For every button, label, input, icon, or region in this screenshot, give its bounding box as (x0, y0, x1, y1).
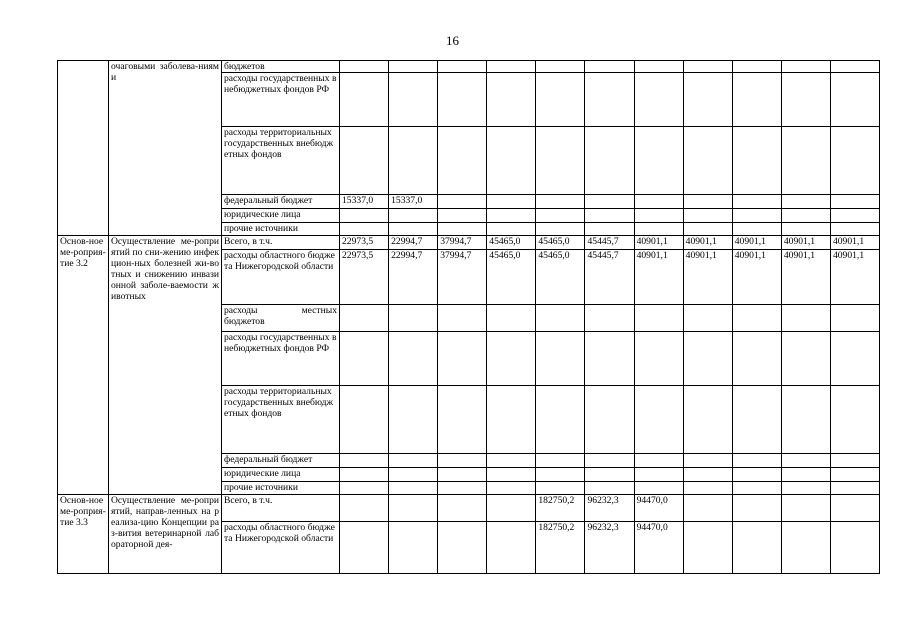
funding-source: расходы государственных внебюджетных фондов РФ (222, 332, 340, 386)
value-cell (487, 522, 536, 574)
value-cell (438, 482, 487, 495)
value-cell: 40901,1 (830, 250, 879, 305)
page-number: 16 (446, 33, 459, 48)
value-cell (536, 223, 585, 236)
funding-source: расходы областного бюджета Нижегородской области (222, 250, 340, 305)
value-cell (536, 454, 585, 468)
value-cell (683, 195, 732, 209)
value-cell (732, 73, 781, 127)
value-cell (732, 454, 781, 468)
value-cell (634, 61, 683, 73)
value-cell (732, 522, 781, 574)
value-cell (732, 209, 781, 223)
value-cell (683, 127, 732, 195)
value-cell (683, 468, 732, 482)
value-cell (585, 305, 634, 332)
value-cell (683, 305, 732, 332)
value-cell: 22973,5 (340, 250, 389, 305)
value-cell (340, 223, 389, 236)
value-cell (634, 195, 683, 209)
value-cell (340, 522, 389, 574)
value-cell: 37994,7 (438, 250, 487, 305)
value-cell (487, 209, 536, 223)
value-cell (634, 73, 683, 127)
value-cell: 40901,1 (683, 250, 732, 305)
value-cell (585, 454, 634, 468)
value-cell (634, 332, 683, 386)
value-cell: 45465,0 (487, 236, 536, 250)
value-cell (781, 332, 830, 386)
funding-source: юридические лица (222, 468, 340, 482)
value-cell (389, 223, 438, 236)
value-cell (732, 495, 781, 522)
value-cell: 45445,7 (585, 236, 634, 250)
value-cell (683, 386, 732, 454)
value-cell (830, 332, 879, 386)
value-cell (389, 495, 438, 522)
value-cell (830, 386, 879, 454)
value-cell (585, 482, 634, 495)
value-cell (683, 61, 732, 73)
budget-table (57, 60, 880, 574)
value-cell (781, 454, 830, 468)
value-cell (389, 73, 438, 127)
value-cell (830, 209, 879, 223)
activity-description: Осуществление ме-роприятий, направ-ленных на реализа-цию Концепции раз-вития ветеринарной лабораторной дея- (109, 495, 222, 574)
value-cell (340, 305, 389, 332)
value-cell (438, 61, 487, 73)
value-cell (487, 482, 536, 495)
value-cell (340, 386, 389, 454)
value-cell: 45465,0 (487, 250, 536, 305)
funding-source-word: расходы (224, 305, 258, 316)
value-cell (585, 73, 634, 127)
value-cell (389, 305, 438, 332)
value-cell (536, 468, 585, 482)
value-cell: 40901,1 (732, 250, 781, 305)
value-cell (340, 468, 389, 482)
value-cell (389, 468, 438, 482)
value-cell (536, 73, 585, 127)
value-cell (781, 61, 830, 73)
value-cell: 40901,1 (781, 236, 830, 250)
value-cell (781, 73, 830, 127)
value-cell (536, 61, 585, 73)
value-cell (438, 73, 487, 127)
value-cell: 22973,5 (340, 236, 389, 250)
value-cell: 22994,7 (389, 236, 438, 250)
value-cell (830, 522, 879, 574)
value-cell (487, 495, 536, 522)
value-cell: 15337,0 (389, 195, 438, 209)
value-cell (781, 495, 830, 522)
value-cell (389, 332, 438, 386)
value-cell (732, 468, 781, 482)
value-cell (830, 454, 879, 468)
value-cell (585, 386, 634, 454)
value-cell (634, 454, 683, 468)
value-cell (683, 209, 732, 223)
value-cell (781, 209, 830, 223)
value-cell (340, 495, 389, 522)
value-cell (781, 482, 830, 495)
funding-source: расходы государственных внебюджетных фондов РФ (222, 73, 340, 127)
value-cell (438, 454, 487, 468)
value-cell: 96232,3 (585, 522, 634, 574)
value-cell (487, 386, 536, 454)
value-cell (781, 195, 830, 209)
value-cell (536, 386, 585, 454)
value-cell: 40901,1 (732, 236, 781, 250)
value-cell (585, 209, 634, 223)
funding-source-word: местных (301, 305, 337, 316)
value-cell (585, 127, 634, 195)
value-cell: 40901,1 (781, 250, 830, 305)
funding-source: прочие источники (222, 223, 340, 236)
value-cell (634, 209, 683, 223)
value-cell (389, 386, 438, 454)
value-cell (340, 454, 389, 468)
activity-code: Основ-ное ме-роприя-тие 3.3 (58, 495, 109, 574)
value-cell (389, 61, 438, 73)
table-row (58, 61, 880, 73)
value-cell (830, 127, 879, 195)
value-cell (536, 305, 585, 332)
value-cell (487, 195, 536, 209)
value-cell (487, 223, 536, 236)
value-cell: 45465,0 (536, 250, 585, 305)
value-cell (683, 482, 732, 495)
value-cell (830, 223, 879, 236)
value-cell (683, 332, 732, 386)
value-cell: 37994,7 (438, 236, 487, 250)
value-cell: 182750,2 (536, 522, 585, 574)
funding-source: Всего, в т.ч. (222, 495, 340, 522)
activity-code: Основ-ное ме-роприя-тие 3.2 (58, 236, 109, 495)
value-cell (732, 223, 781, 236)
value-cell: 40901,1 (683, 236, 732, 250)
value-cell (487, 305, 536, 332)
value-cell (683, 454, 732, 468)
value-cell (683, 522, 732, 574)
value-cell: 40901,1 (830, 236, 879, 250)
value-cell: 45465,0 (536, 236, 585, 250)
value-cell (438, 209, 487, 223)
value-cell (634, 386, 683, 454)
table-row (58, 495, 880, 522)
value-cell (536, 127, 585, 195)
value-cell (683, 495, 732, 522)
value-cell (830, 468, 879, 482)
value-cell (487, 127, 536, 195)
value-cell (732, 305, 781, 332)
funding-source: юридические лица (222, 209, 340, 223)
value-cell (683, 73, 732, 127)
value-cell (438, 305, 487, 332)
funding-source: федеральный бюджет (222, 454, 340, 468)
value-cell (585, 468, 634, 482)
value-cell (536, 195, 585, 209)
value-cell (732, 195, 781, 209)
value-cell (732, 127, 781, 195)
value-cell (340, 127, 389, 195)
value-cell (781, 223, 830, 236)
value-cell: 40901,1 (634, 236, 683, 250)
funding-source: федеральный бюджет (222, 195, 340, 209)
value-cell: 40901,1 (634, 250, 683, 305)
value-cell (536, 482, 585, 495)
value-cell (781, 305, 830, 332)
value-cell (389, 127, 438, 195)
value-cell (340, 332, 389, 386)
value-cell (438, 332, 487, 386)
activity-description: Осуществление ме-роприятий по сни-жению инфекцион-ных болезней жи-вотных и снижению инвазионной заболе-ваемости животных (109, 236, 222, 495)
value-cell (830, 73, 879, 127)
value-cell (732, 61, 781, 73)
budget-table-body (58, 61, 880, 574)
value-cell (634, 127, 683, 195)
value-cell (781, 127, 830, 195)
value-cell (487, 332, 536, 386)
value-cell (438, 127, 487, 195)
table-row (58, 236, 880, 250)
funding-source: прочие источники (222, 482, 340, 495)
funding-source: расходы территориальных государственных внебюджетных фондов (222, 127, 340, 195)
value-cell (340, 61, 389, 73)
value-cell (487, 468, 536, 482)
value-cell: 96232,3 (585, 495, 634, 522)
funding-source-word: бюджетов (224, 316, 265, 327)
value-cell (830, 195, 879, 209)
value-cell (536, 332, 585, 386)
value-cell (585, 195, 634, 209)
value-cell (585, 61, 634, 73)
value-cell (487, 61, 536, 73)
funding-source: Всего, в т.ч. (222, 236, 340, 250)
value-cell: 94470,0 (634, 495, 683, 522)
value-cell (487, 73, 536, 127)
value-cell (536, 209, 585, 223)
activity-description: очаговыми заболева-ниями (109, 61, 222, 236)
value-cell (438, 386, 487, 454)
value-cell (438, 468, 487, 482)
value-cell (781, 386, 830, 454)
value-cell (438, 522, 487, 574)
value-cell (438, 223, 487, 236)
value-cell: 22994,7 (389, 250, 438, 305)
value-cell (487, 454, 536, 468)
value-cell (634, 223, 683, 236)
value-cell (389, 454, 438, 468)
funding-source (222, 305, 340, 332)
funding-source: расходы территориальных государственных внебюджетных фондов (222, 386, 340, 454)
value-cell: 94470,0 (634, 522, 683, 574)
value-cell (389, 209, 438, 223)
value-cell (340, 482, 389, 495)
value-cell (340, 209, 389, 223)
value-cell: 182750,2 (536, 495, 585, 522)
value-cell (634, 482, 683, 495)
value-cell: 15337,0 (340, 195, 389, 209)
value-cell (389, 482, 438, 495)
value-cell (781, 522, 830, 574)
funding-source: расходы областного бюджета Нижегородской области (222, 522, 340, 574)
value-cell (683, 223, 732, 236)
value-cell (732, 482, 781, 495)
value-cell (830, 61, 879, 73)
value-cell: 45445,7 (585, 250, 634, 305)
value-cell (438, 195, 487, 209)
value-cell (340, 73, 389, 127)
value-cell (732, 386, 781, 454)
value-cell (830, 495, 879, 522)
value-cell (585, 332, 634, 386)
value-cell (438, 495, 487, 522)
value-cell (830, 305, 879, 332)
value-cell (634, 468, 683, 482)
activity-code (58, 61, 109, 236)
value-cell (732, 332, 781, 386)
value-cell (830, 482, 879, 495)
funding-source: бюджетов (222, 61, 340, 73)
value-cell (634, 305, 683, 332)
value-cell (585, 223, 634, 236)
value-cell (781, 468, 830, 482)
value-cell (389, 522, 438, 574)
